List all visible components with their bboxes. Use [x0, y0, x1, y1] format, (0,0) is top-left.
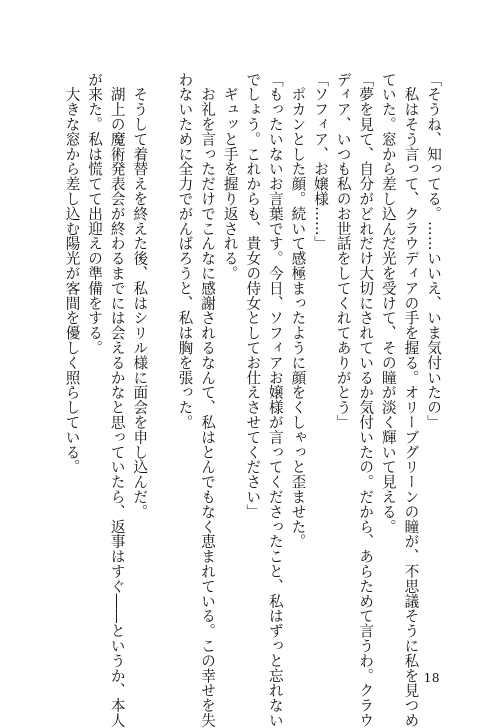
text-line: 「ソフィア、お嬢様……」 [312, 72, 330, 251]
page-number: 18 [423, 671, 440, 685]
text-line: が来た。私は慌てて出迎えの準備をする。 [86, 72, 104, 356]
text-line: ポカンとした顔。続いて感極まったように顔をくしゃっと歪ませた。 [289, 72, 307, 549]
text-line: ディア、いつも私のお世話をしてくれてありがとう」 [334, 72, 352, 430]
text-line: でしょう。これからも、貴女の侍女としてお仕えさせてください」 [244, 72, 262, 519]
text-line: お礼を言っただけでこんなに感謝されるなんて、私はとんでもなく恵まれている。この幸せを失 [199, 72, 217, 728]
text-line: ギュッと手を握り返される。 [221, 72, 239, 281]
text-line: 湖上の魔術発表会が終わるまでには会えるかなと思っていたら、返事はすぐ――というか、本人 [108, 72, 126, 728]
text-line: ていた。窓から差し込んだ光を受けて、その瞳が淡く輝いて見える。 [379, 72, 397, 534]
text-line: 私はそう言って、クラウディアの手を握る。オリーブグリーンの瞳が、不思議そうに私を見つめ [402, 72, 420, 728]
text-line: 「もったいないお言葉です。今日、ソフィアお嬢様が言ってくださったこと、私はずっと忘れない [266, 72, 284, 728]
text-line: 大きな窓から差し込む陽光が客間を優しく照らしている。 [63, 72, 81, 475]
text-line: 「そうね、知ってる。……いいえ、いま気付いたの」 [425, 72, 442, 430]
text-line: 「夢を見て、自分がどれだけ大切にされているか気付いたの。だから、あらためて言うわ。クラウ [357, 72, 375, 728]
text-line: そうして着替えを終えた後、私はシリル様に面会を申し込んだ。 [131, 72, 149, 519]
text-line: わないために全力でがんばろうと、私は胸を張った。 [176, 72, 194, 430]
